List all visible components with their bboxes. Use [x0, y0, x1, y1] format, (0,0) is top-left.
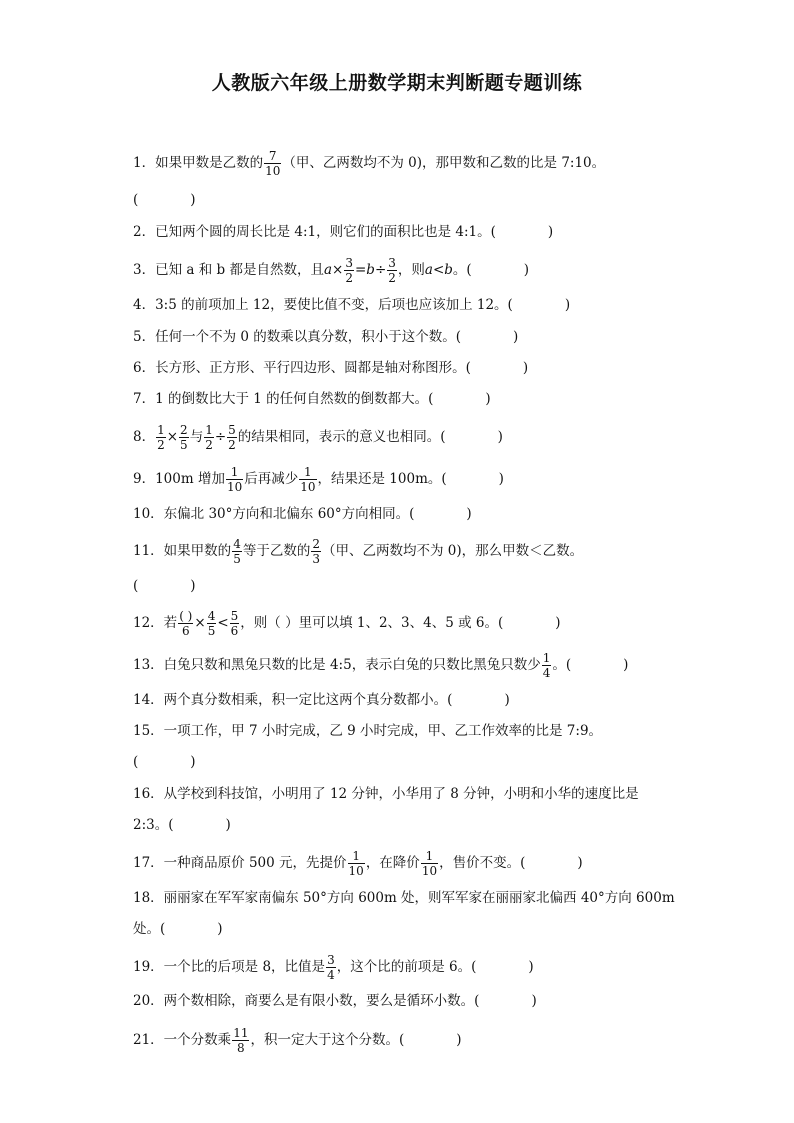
- question-11: 11．如果甲数的 $\frac{4}{5}$ 等于乙数的 $\frac{2}{3}$ （甲、乙两数均不为 0)，那么甲数＜乙数。: [133, 537, 584, 566]
- question-16-cont: 2:3。( ): [133, 817, 231, 833]
- question-17: 17．一种商品原价 500 元，先提价 $\frac{1}{10}$ ，在降价 $\frac{1}{10}$ ，售价不变。( ): [133, 849, 583, 878]
- answer-blank-11: ( ): [133, 578, 196, 594]
- question-16: 16．从学校到科技馆，小明用了 12 分钟，小华用了 8 分钟，小明和小华的速度比是: [133, 786, 639, 802]
- answer-blank-15: ( ): [133, 754, 196, 770]
- question-20: 20．两个数相除，商要么是有限小数，要么是循环小数。( ): [133, 993, 537, 1009]
- question-3: 3．已知 a 和 b 都是自然数，且a× $\frac{3}{2}$ =b÷ $\frac{3}{2}$ ，则a<b。( ): [133, 256, 529, 285]
- question-4: 4．3:5 的前项加上 12，要使比值不变，后项也应该加上 12。( ): [133, 297, 571, 313]
- question-12: 12．若 $\frac{( )}{6}$ × $\frac{4}{5}$ < $\frac{5}{6}$ ，则（ ）里可以填 1、2、3、4、5 或 6。( ): [133, 609, 561, 638]
- question-2: 2．已知两个圆的周长比是 4:1，则它们的面积比也是 4:1。( ): [133, 224, 554, 240]
- question-7: 7．1 的倒数比大于 1 的任何自然数的倒数都大。( ): [133, 391, 491, 407]
- question-18: 18．丽丽家在军军家南偏东 50°方向 600m 处，则军军家在丽丽家北偏西 40°方向 600m: [133, 890, 675, 906]
- fraction: $\frac{7}{10}$: [265, 149, 281, 178]
- question-21: 21．一个分数乘 $\frac{11}{8}$ ，积一定大于这个分数。( ): [133, 1026, 462, 1055]
- question-1: 1．如果甲数是乙数的 $\frac{7}{10}$ （甲、乙两数均不为 0)，那甲数和乙数的比是 7:10。: [133, 149, 606, 178]
- question-19: 19．一个比的后项是 8，比值是 $\frac{3}{4}$ ，这个比的前项是 6。( ): [133, 953, 534, 982]
- question-18-cont: 处。( ): [133, 921, 223, 937]
- answer-blank-1: ( ): [133, 192, 196, 208]
- question-10: 10．东偏北 30°方向和北偏东 60°方向相同。( ): [133, 506, 472, 522]
- question-15: 15．一项工作，甲 7 小时完成，乙 9 小时完成，甲、乙工作效率的比是 7:9。: [133, 723, 603, 739]
- question-8: 8． $\frac{1}{2}$ × $\frac{2}{5}$ 与 $\frac{1}{2}$ ÷ $\frac{5}{2}$ 的结果相同，表示的意义也相同。( ): [133, 423, 503, 452]
- question-14: 14．两个真分数相乘，积一定比这两个真分数都小。( ): [133, 692, 510, 708]
- page-title: 人教版六年级上册数学期末判断题专题训练: [211, 72, 583, 94]
- question-9: 9．100m 增加 $\frac{1}{10}$ 后再减少 $\frac{1}{10}$ ，结果还是 100m。( ): [133, 465, 504, 494]
- question-6: 6．长方形、正方形、平行四边形、圆都是轴对称图形。( ): [133, 360, 529, 376]
- question-13: 13．白兔只数和黑兔只数的比是 4:5，表示白兔的只数比黑兔只数少 $\frac{1}{4}$ 。( ): [133, 651, 629, 680]
- question-5: 5．任何一个不为 0 的数乘以真分数，积小于这个数。( ): [133, 329, 519, 345]
